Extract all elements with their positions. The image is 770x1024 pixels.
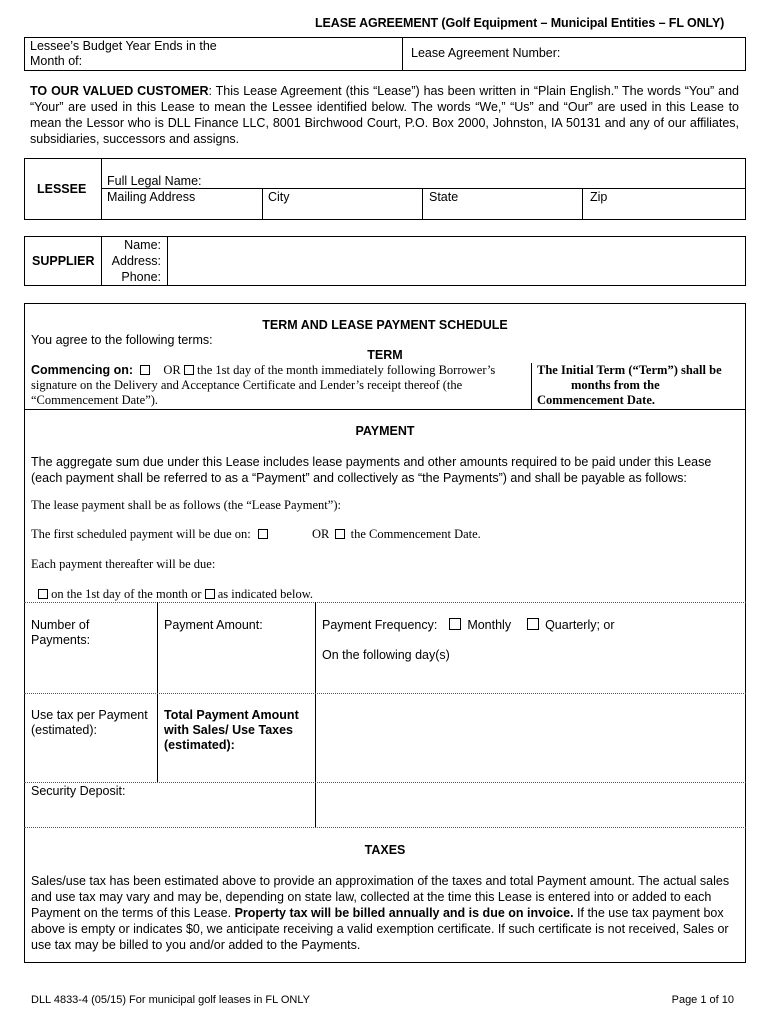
page-number: Page 1 of 10 (671, 994, 734, 1006)
lessee-box (24, 158, 746, 220)
first-payment-row (31, 527, 268, 542)
taxes-text-bold: Property tax will be billed annually and is due on invoice. (234, 906, 574, 920)
number-of-payments-label: Number of Payments: (31, 618, 91, 647)
each-payment-text: Each payment thereafter will be due: (31, 557, 216, 571)
first-day-of-month-checkbox[interactable] (38, 589, 48, 599)
payment-amount-field[interactable] (164, 618, 263, 632)
payment-amount-label: Payment Amount: (164, 618, 263, 632)
use-tax-label: Use tax per Payment (estimated): (31, 708, 148, 737)
security-deposit-label: Security Deposit: (31, 784, 126, 798)
first-payment-label: The first scheduled payment will be due on: (31, 527, 251, 541)
initial-term-line-1: The Initial Term (“Term”) shall be (537, 363, 722, 377)
payment-frequency-label: Payment Frequency: (322, 618, 438, 632)
first-payment-date-checkbox[interactable] (258, 529, 268, 539)
commencing-label: Commencing on: (31, 363, 134, 377)
total-payment-field[interactable] (164, 708, 312, 753)
following-days-field[interactable] (322, 648, 450, 662)
commencing-text-2: signature on the Delivery and Acceptance Certificate and Lender’s receipt thereof (the (31, 378, 463, 392)
payment-frequency-row (322, 618, 615, 632)
taxes-text-2: If the use tax payment box above is empty or indicates $0, we anticipate receiving a valid exemption certificate. If such certificate is not received, Sales or use tax may be billed to you and/or added to the Payments. (31, 906, 729, 952)
commencement-date-label: the Commencement Date. (350, 527, 481, 541)
agreement-number-field[interactable] (411, 46, 560, 60)
supplier-input-area[interactable] (168, 237, 744, 285)
state-label: State (429, 190, 459, 204)
total-payment-label: Total Payment Amount with Sales/ Use Taxes (estimated): (164, 708, 299, 752)
supplier-label: SUPPLIER (32, 254, 95, 268)
or-label-2: OR (312, 527, 330, 541)
commencing-text-3: “Commencement Date”). (31, 393, 159, 407)
supplier-address-label: Address: (111, 254, 161, 268)
form-id: DLL 4833-4 (05/15) For municipal golf leases in FL ONLY (31, 994, 311, 1006)
agree-terms: You agree to the following terms: (31, 333, 213, 347)
city-field[interactable] (268, 190, 290, 204)
use-tax-field[interactable] (31, 708, 156, 738)
payment-heading: PAYMENT (355, 424, 415, 438)
commencement-date-row (312, 527, 481, 542)
first-day-label: on the 1st day of the month or (51, 587, 202, 601)
schedule-heading: TERM AND LEASE PAYMENT SCHEDULE (262, 318, 508, 332)
lease-payment-text: The lease payment shall be as follows (the “Lease Payment”): (31, 498, 341, 512)
following-days-label: On the following day(s) (322, 648, 450, 662)
term-heading: TERM (367, 348, 403, 362)
intro-lead: TO OUR VALUED CUSTOMER (30, 84, 209, 98)
taxes-text-1: Sales/use tax has been estimated above to provide an approximation of the taxes and total Payment amount. The actual sales and use tax may vary and may be, depending on state law, collected at the time this Lease is entered into or added to each Payment on the terms of this Lease. (31, 874, 730, 920)
monthly-label: Monthly (467, 618, 512, 632)
zip-field[interactable] (590, 190, 607, 204)
monthly-checkbox[interactable] (449, 618, 461, 630)
taxes-paragraph (31, 873, 741, 953)
lessee-label: LESSEE (37, 182, 87, 196)
aggregate-text: The aggregate sum due under this Lease includes lease payments and other amounts required to be paid under this Lease (each payment shall be referred to as a “Payment” and collectively as “the Payments”) and shall be payable as follows: (31, 455, 712, 485)
quarterly-checkbox[interactable] (527, 618, 539, 630)
agreement-number-label: Lease Agreement Number: (411, 46, 561, 60)
full-legal-name-label: Full Legal Name: (107, 174, 202, 188)
budget-year-label: Lessee’s Budget Year Ends in the Month of: (30, 39, 217, 68)
supplier-phone-label: Phone: (121, 270, 161, 284)
commencing-text: the 1st day of the month immediately following Borrower’s (196, 363, 496, 377)
initial-term-months-field[interactable] (538, 378, 568, 392)
full-legal-name-field[interactable] (107, 174, 202, 188)
or-label-1: OR (163, 363, 181, 377)
security-deposit-field[interactable] (31, 784, 125, 798)
mailing-address-label: Mailing Address (107, 190, 196, 204)
zip-label: Zip (590, 190, 608, 204)
document-title: LEASE AGREEMENT (Golf Equipment – Municipal Entities – FL ONLY) (315, 16, 725, 30)
first-day-checkbox[interactable] (184, 365, 194, 375)
as-indicated-label: as indicated below. (217, 587, 314, 601)
supplier-name-label: Name: (124, 238, 161, 252)
intro-text: : This Lease Agreement (this “Lease”) has been written in “Plain English.” The words “You” and “Your” are used in this Lease to mean the Lessee identified below. The words “We,” “Us” and “Our” are used in this Lease to mean the Lessor who is DLL Finance LLC, 8001 Birchwood Court, P.O. Box 2000, Johnston, IA 50131 and any of our affiliates, subsidiaries, successors and assigns. (30, 84, 739, 146)
commencing-on-checkbox[interactable] (140, 365, 150, 375)
quarterly-label: Quarterly; or (545, 618, 615, 632)
city-label: City (268, 190, 290, 204)
due-day-row (38, 587, 313, 602)
as-indicated-checkbox[interactable] (205, 589, 215, 599)
budget-year-field[interactable] (30, 39, 240, 69)
intro-paragraph (30, 83, 739, 147)
taxes-heading: TAXES (364, 843, 406, 857)
initial-term-line-3: Commencement Date. (537, 393, 656, 407)
commencement-date-checkbox[interactable] (335, 529, 345, 539)
number-of-payments-field[interactable] (31, 618, 141, 648)
mailing-address-field[interactable] (107, 190, 195, 204)
state-field[interactable] (429, 190, 458, 204)
commencing-row (31, 363, 531, 408)
initial-term-line-2: months from the (571, 378, 660, 392)
